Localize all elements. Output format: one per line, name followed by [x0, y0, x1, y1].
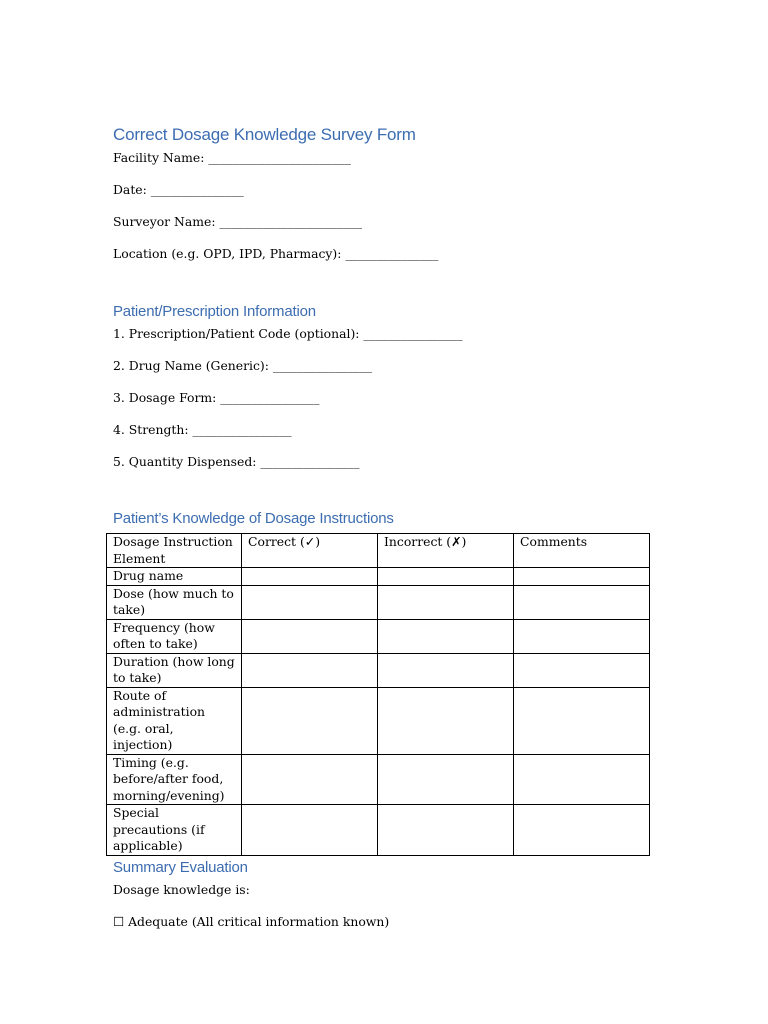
patient-section-heading: Patient/Prescription Information [113, 303, 316, 320]
column-header-correct: Correct (✓) [242, 534, 378, 568]
date-field: Date: _______________ [113, 182, 244, 197]
row-label-frequency: Frequency (how often to take) [107, 619, 242, 653]
comments-cell[interactable] [514, 653, 650, 687]
summary-section-heading: Summary Evaluation [113, 859, 248, 876]
prescription-code-field: 1. Prescription/Patient Code (optional): ________________ [113, 326, 463, 341]
incorrect-cell[interactable] [378, 619, 514, 653]
adequate-checkbox[interactable]: ☐ [113, 914, 125, 929]
correct-cell[interactable] [242, 653, 378, 687]
correct-cell[interactable] [242, 619, 378, 653]
correct-cell[interactable] [242, 754, 378, 805]
row-label-duration: Duration (how long to take) [107, 653, 242, 687]
row-label-timing: Timing (e.g. before/after food, morning/evening) [107, 754, 242, 805]
comments-cell[interactable] [514, 754, 650, 805]
comments-cell[interactable] [514, 687, 650, 754]
location-field: Location (e.g. OPD, IPD, Pharmacy): _______________ [113, 246, 439, 261]
correct-cell[interactable] [242, 687, 378, 754]
summary-prompt: Dosage knowledge is: [113, 882, 250, 897]
quantity-dispensed-field: 5. Quantity Dispensed: ________________ [113, 454, 360, 469]
incorrect-cell[interactable] [378, 653, 514, 687]
knowledge-table [106, 533, 650, 856]
facility-name-field: Facility Name: _______________________ [113, 150, 351, 165]
table-row [107, 619, 650, 653]
table-row [107, 568, 650, 586]
surveyor-name-field: Surveyor Name: _______________________ [113, 214, 362, 229]
table-row [107, 687, 650, 754]
table-header-row [107, 534, 650, 568]
row-label-dose: Dose (how much to take) [107, 585, 242, 619]
strength-field: 4. Strength: ________________ [113, 422, 292, 437]
correct-cell[interactable] [242, 568, 378, 586]
incorrect-cell[interactable] [378, 687, 514, 754]
column-header-element: Dosage Instruction Element [107, 534, 242, 568]
form-title: Correct Dosage Knowledge Survey Form [113, 125, 416, 144]
row-label-special-precautions: Special precautions (if applicable) [107, 805, 242, 856]
knowledge-section-heading: Patient’s Knowledge of Dosage Instructions [113, 510, 394, 527]
drug-name-field: 2. Drug Name (Generic): ________________ [113, 358, 372, 373]
table-row [107, 754, 650, 805]
table-row [107, 805, 650, 856]
table-row [107, 653, 650, 687]
correct-cell[interactable] [242, 585, 378, 619]
row-label-drug-name: Drug name [107, 568, 242, 586]
comments-cell[interactable] [514, 805, 650, 856]
adequate-option[interactable] [113, 914, 389, 930]
dosage-form-field: 3. Dosage Form: ________________ [113, 390, 320, 405]
table-row [107, 585, 650, 619]
correct-cell[interactable] [242, 805, 378, 856]
adequate-option-label: Adequate (All critical information known) [128, 914, 390, 929]
comments-cell[interactable] [514, 568, 650, 586]
incorrect-cell[interactable] [378, 805, 514, 856]
incorrect-cell[interactable] [378, 585, 514, 619]
incorrect-cell[interactable] [378, 568, 514, 586]
column-header-comments: Comments [514, 534, 650, 568]
column-header-incorrect: Incorrect (✗) [378, 534, 514, 568]
incorrect-cell[interactable] [378, 754, 514, 805]
comments-cell[interactable] [514, 619, 650, 653]
comments-cell[interactable] [514, 585, 650, 619]
row-label-route: Route of administration (e.g. oral, injection) [107, 687, 242, 754]
